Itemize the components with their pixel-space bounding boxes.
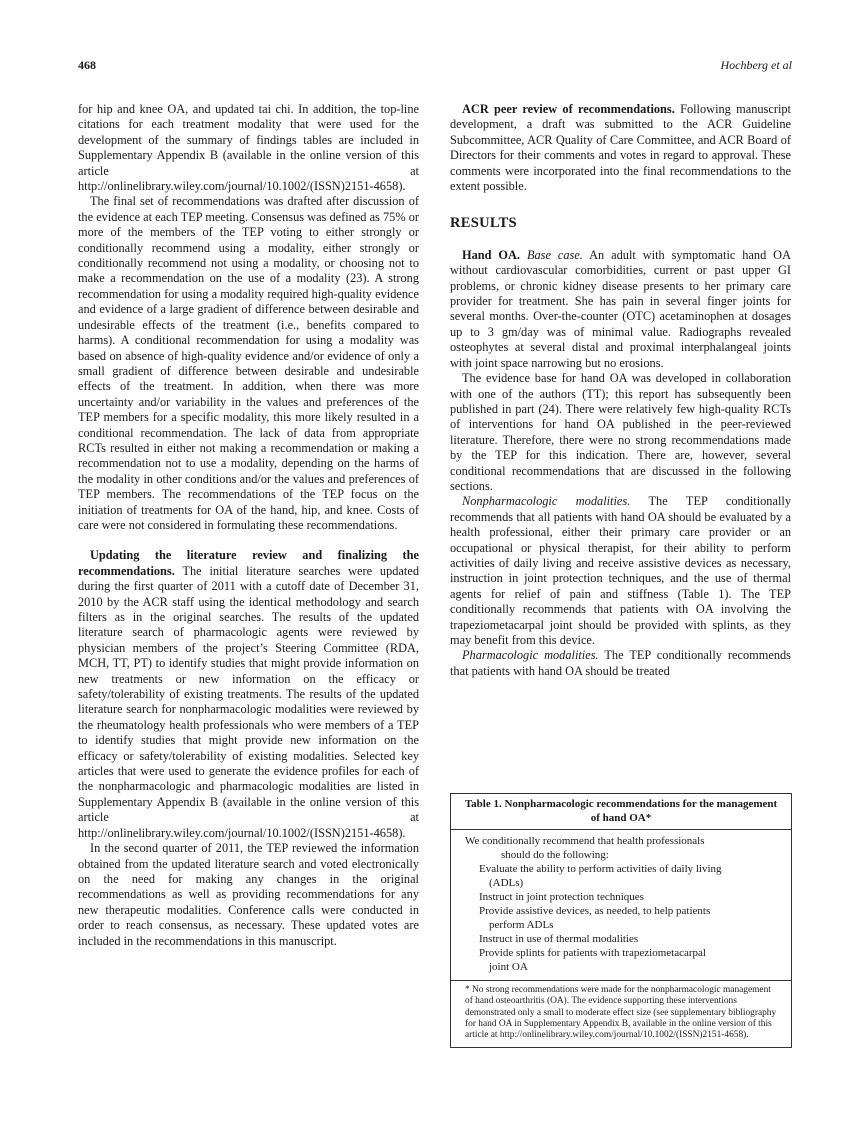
table-item-text: Evaluate the ability to perform activities of daily living [479,863,722,875]
paragraph-text: Following manuscript development, a draft was submitted to the ACR Guideline Subcommittee, ACR Quality of Care Committee, and ACR Board of Directors for their comments and votes in regard to approval. These comments were incorporated into the final recommendations to the extent possible. [450,102,791,194]
table-1 [450,793,792,1048]
paragraph-text: The TEP conditionally recommends that all patients with hand OA should be evaluated by a health professional, either their primary care provider or an occupational or physical therapist, for their ability to perform activities of daily living and receive assistive devices as necessary, instruction in joint protection techniques, and the use of thermal agents for relief of pain and stiffness (Table 1). The TEP conditionally recommends that patients with OA involving the trapeziometacarpal joint should be provided with splints, as they may benefit from this device. [450,494,791,647]
table-body [451,830,791,981]
subsubsection-heading: Nonpharmacologic modalities. [462,494,631,509]
paragraph [450,248,791,371]
table-item-text: Instruct in joint protection techniques [479,891,644,903]
table-item-text: joint OA [489,961,528,973]
running-head: Hochberg et al [720,58,792,72]
paragraph: The final set of recommendations was drafted after discussion of the evidence at each TEP meeting. Consensus was defined as 75% or more of the members of the TEP voting to either strongly or conditionally recommend using a modality, either strongly or conditionally recommend not using a modality, or choosing not to make a recommendation on the use of a modality (23). A strong recommendation for using a modality required high-quality evidence and evidence of a large gradient of difference between desirable and undesirable effects of the treatment (i.e., benefits compared to harms). A conditional recommendation for using a modality was based on absence of high-quality evidence and/or evidence of only a small gradient of difference between desirable and undesirable effects of the treatment. In addition, when there was more uncertainty and/or variability in the values and preferences of the TEP members for a specific modality, this more likely resulted in a conditional recommendation. The lack of data from appropriate RCTs resulted in either not making a recommendation or making a recommendation not to use a modality, depending on the harms of the modality in other conditions and/or the values and preferences of TEP members. The recommendations of the TEP focus on the initiation of treatments for OA of the hand, hip, and knee. Costs of care were not considered in formulating these recommendations. [78,194,419,532]
table-item-text: Instruct in use of thermal modalities [479,933,639,945]
paragraph-text: An adult with symptomatic hand OA without cardiovascular comorbidities, current or past upper GI problems, or chronic kidney disease presents to her primary care provider for treatment. She has pain in several finger joints for several months. Over-the-counter (OTC) acetaminophen at dosages up to 3 gm/day was of minimal value. Radiographs revealed osteophytes at several distal and proximal interphalangeal joints with joint space narrowing but no erosions. [450,247,791,370]
subsection-heading: ACR peer review of recommendations. [462,102,675,116]
page-number: 468 [78,58,96,72]
left-column [78,102,419,949]
right-column [450,102,791,679]
table-intro: should do the following: [501,849,609,861]
table-item [465,904,781,932]
paragraph: The evidence base for hand OA was developed in collaboration with one of the authors (TT); this report has subsequently been published in part (24). There were relatively few high-quality RCTs of interventions for hand OA published in the peer-reviewed literature. Therefore, there were no strong recommendations made by the TEP for this indication. There are, however, several conditional recommendations that are discussed in the following sections. [450,371,791,493]
table-item-text: Provide assistive devices, as needed, to help patients [479,905,711,917]
table-item-text: perform ADLs [489,919,554,931]
paragraph-text: The initial literature searches were updated during the first quarter of 2011 with a cutoff date of December 31, 2010 by the ACR staff using the identical methodology and search filters as in the original searches. The results of the updated literature search of pharmacologic agents were reviewed by physician members of the project’s Steering Committee (RDA, MCH, TT, PT) to identify studies that might provide information on new treatments or new information on the efficacy or safety/tolerability of existing treatments. The results of the updated literature search for nonpharmacologic modalities were reviewed by the rheumatology health professionals who were members of a TEP to identify studies that might provide new information on the efficacy or safety/tolerability of existing modalities. Selected key articles that were used to generate the evidence profiles for each of the nonpharmacologic and pharmacologic modalities are listed in Supplementary Appendix B (available in the online version of this article at http://onlinelibrary.wiley.com/journal/10.1002/(ISSN)2151-4658). [78,563,419,840]
subsubsection-heading: Base case. [526,247,583,262]
paragraph [450,648,791,679]
paragraph [450,494,791,648]
table-item [465,932,781,946]
table-item [465,946,781,974]
paragraph: In the second quarter of 2011, the TEP reviewed the information obtained from the updated literature search and voted electronically on the need for making any changes in the original recommendations as well as providing recommendations for any new therapeutic modalities. Conference calls were conducted in order to reach consensus, as necessary. These updated votes are included in the recommendations in this manuscript. [78,841,419,948]
paragraph: for hip and knee OA, and updated tai chi. In addition, the top-line citations for each treatment modality that were used for the development of the summary of findings tables are included in Supplementary Appendix B (available in the online version of this article at http://onlinelibrary.wiley.com/journal/10.1002/(ISSN)2151-4658). [78,102,419,194]
subsection-heading: Hand OA. [462,247,521,262]
table-item-text: (ADLs) [489,877,524,889]
table-item [465,890,781,904]
table-title: Table 1. Nonpharmacologic recommendations for the management of hand OA* [451,794,791,830]
table-intro: We conditionally recommend that health professionals [465,835,705,847]
paragraph [78,548,419,841]
subsubsection-heading: Pharmacologic modalities. [462,648,599,663]
paragraph-text: The TEP conditionally recommends that patients with hand OA should be treated [450,648,791,678]
table-item [465,862,781,890]
paragraph [450,102,791,194]
table-item-text: Provide splints for patients with trapeziometacarpal [479,947,706,959]
section-title: RESULTS [450,215,517,232]
subsection-heading: Updating the literature review and finalizing the recommendations. [78,548,419,578]
table-footnote: * No strong recommendations were made for the nonpharmacologic management of hand osteoarthritis (OA). The evidence supporting these interventions demonstrated only a small to moderate effect size (see supplementary bibliography for hand OA in Supplementary Appendix B, available in the online version of this article at http://onlinelibrary.wiley.com/journal/10.1002/(ISSN)2151-4658). [465,985,777,1041]
